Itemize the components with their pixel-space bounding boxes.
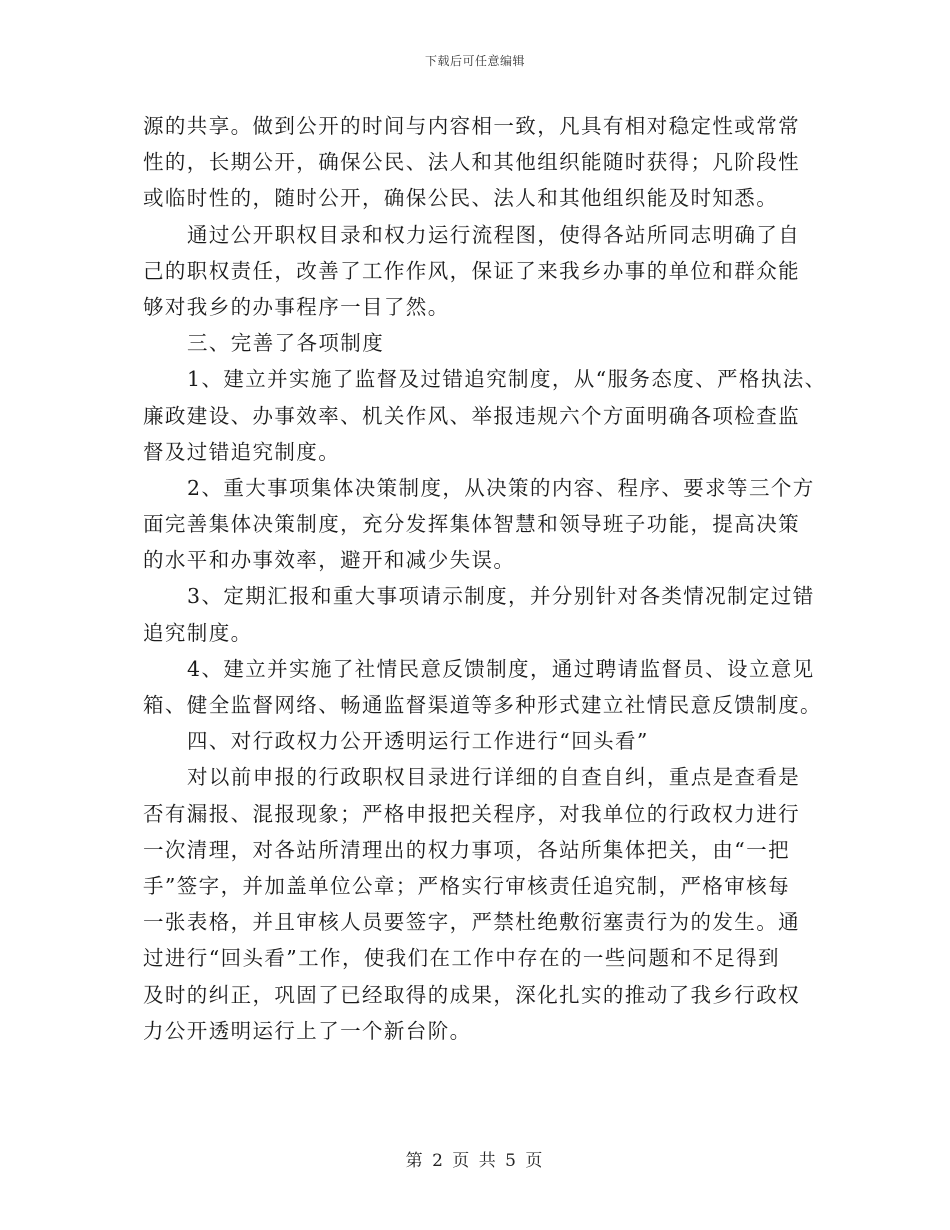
- paragraph-start-line: 4、建立并实施了社情民意反馈制度，通过聘请监督员、设立意见: [187, 656, 815, 681]
- text-line: 一张表格，并且审核人员要签字，严禁杜绝敷衍塞责行为的发生。通: [143, 910, 800, 935]
- paragraph-start-line: 对以前申报的行政职权目录进行详细的自查自纠，重点是查看是: [187, 765, 801, 790]
- text-line: 追究制度。: [143, 620, 253, 645]
- page-header: 下载后可任意编辑: [424, 54, 525, 68]
- text-line: 的水平和办事效率，避开和减少失误。: [143, 548, 516, 573]
- text-line: 手”签字，并加盖单位公章；严格实行审核责任追究制，严格审核每: [143, 873, 790, 898]
- text-line: 督及过错追究制度。: [143, 439, 341, 464]
- text-line: 源的共享。做到公开的时间与内容相一致，凡具有相对稳定性或常常: [143, 114, 800, 138]
- text-line: 面完善集体决策制度，充分发挥集体智慧和领导班子功能，提高决策: [143, 512, 800, 537]
- text-line: 力公开透明运行上了一个新台阶。: [143, 1018, 472, 1043]
- paragraph-start-line: 通过公开职权目录和权力运行流程图，使得各站所同志明确了自: [187, 222, 801, 247]
- text-line: 一次清理，对各站所清理出的权力事项，各站所集体把关，由“一把: [143, 837, 790, 862]
- text-line: 己的职权责任，改善了工作作风，保证了来我乡办事的单位和群众能: [143, 258, 800, 283]
- text-line: 廉政建设、办事效率、机关作风、举报违规六个方面明确各项检查监: [143, 403, 800, 428]
- paragraph-start-line: 1、建立并实施了监督及过错追究制度，从“服务态度、严格执法、: [187, 367, 827, 392]
- page-number-footer: 第 2 页 共 5 页: [405, 1151, 545, 1171]
- text-line: 性的，长期公开，确保公民、法人和其他组织能随时获得；凡阶段性: [143, 150, 800, 175]
- text-line: 或临时性的，随时公开，确保公民、法人和其他组织能及时知悉。: [143, 186, 779, 211]
- section-heading: 三、完善了各项制度: [187, 331, 385, 356]
- paragraph-start-line: 2、重大事项集体决策制度，从决策的内容、程序、要求等三个方: [187, 475, 815, 500]
- text-line: 够对我乡的办事程序一目了然。: [143, 294, 450, 319]
- text-line: 及时的纠正，巩固了已经取得的成果，深化扎实的推动了我乡行政权: [143, 982, 800, 1007]
- paragraph-start-line: 3、定期汇报和重大事项请示制度，并分别针对各类情况制定过错: [187, 584, 815, 609]
- section-heading: 四、对行政权力公开透明运行工作进行“回头看”: [187, 729, 649, 754]
- text-line: 箱、健全监督网络、畅通监督渠道等多种形式建立社情民意反馈制度。: [143, 693, 822, 717]
- body-text: [143, 108, 827, 1049]
- text-line: 否有漏报、混报现象；严格申报把关程序，对我单位的行政权力进行: [143, 801, 800, 826]
- text-line: 过进行“回头看”工作，使我们在工作中存在的一些问题和不足得到: [143, 946, 780, 971]
